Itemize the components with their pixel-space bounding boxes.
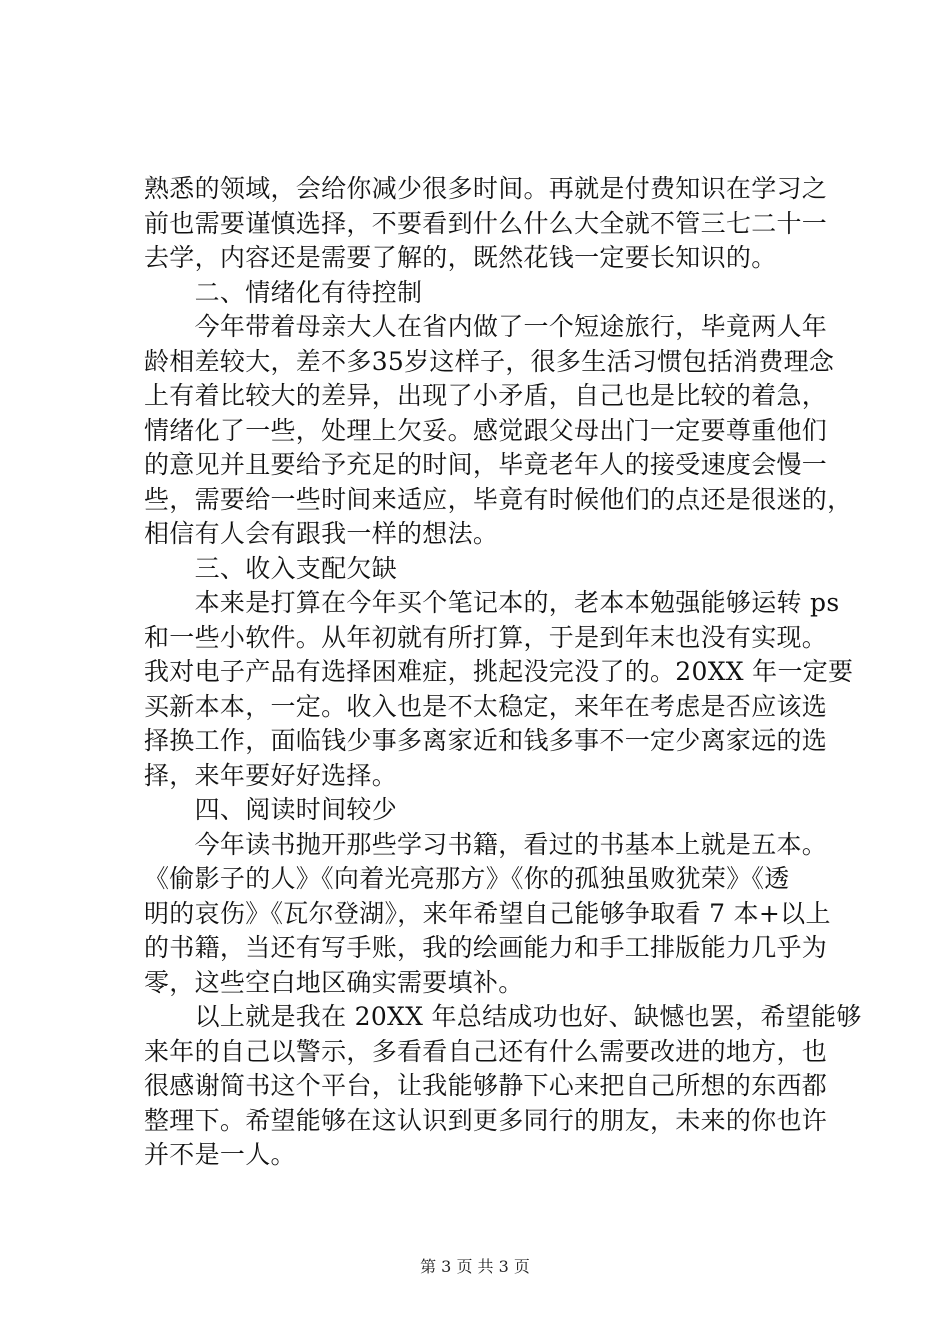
text-line: 择换工作，面临钱少事多离家近和钱多事不一定少离家远的选 bbox=[144, 726, 828, 755]
text-line: 买新本本，一定。收入也是不太稳定，来年在考虑是否应该选 bbox=[144, 691, 828, 721]
section-heading: 四、阅读时间较少 bbox=[144, 795, 398, 824]
text-line: 《偷影子的人》《向着光亮那方》《你的孤独虽败犹荣》《透 bbox=[144, 864, 790, 893]
text-line: 零，这些空白地区确实需要填补。 bbox=[144, 967, 524, 997]
text-line: 情绪化了一些，处理上欠妥。感觉跟父母出门一定要尊重他们 bbox=[144, 415, 828, 445]
section-heading: 三、收入支配欠缺 bbox=[144, 553, 398, 583]
text-line: 前也需要谨慎选择，不要看到什么什么大全就不管三七二十一 bbox=[144, 208, 828, 238]
text-line: 的意见并且要给予充足的时间，毕竟老年人的接受速度会慢一 bbox=[144, 450, 828, 479]
text-line: 以上就是我在 20XX 年总结成功也好、缺憾也罢，希望能够 bbox=[144, 1002, 862, 1031]
text-line: 本来是打算在今年买个笔记本的，老本本勉强能够运转 ps bbox=[144, 588, 840, 617]
text-line: 今年带着母亲大人在省内做了一个短途旅行，毕竟两人年 bbox=[144, 312, 828, 341]
text-line: 的书籍，当还有写手账，我的绘画能力和手工排版能力几乎为 bbox=[144, 933, 828, 962]
text-line: 我对电子产品有选择困难症，挑起没完没了的。20XX 年一定要 bbox=[144, 657, 854, 686]
text-line: 来年的自己以警示，多看看自己还有什么需要改进的地方，也 bbox=[144, 1036, 828, 1066]
text-line: 择，来年要好好选择。 bbox=[144, 760, 398, 790]
document-body bbox=[144, 172, 862, 1173]
text-line: 龄相差较大，差不多35岁这样子，很多生活习惯包括消费理念 bbox=[144, 346, 835, 376]
text-line: 熟悉的领域，会给你减少很多时间。再就是付费知识在学习之 bbox=[144, 174, 828, 203]
text-line: 整理下。希望能够在这认识到更多同行的朋友，未来的你也许 bbox=[144, 1105, 828, 1135]
text-line: 些，需要给一些时间来适应，毕竟有时候他们的点还是很迷的， bbox=[144, 484, 853, 514]
text-line: 和一些小软件。从年初就有所打算，于是到年末也没有实现。 bbox=[144, 622, 828, 652]
text-line: 上有着比较大的差异，出现了小矛盾，自己也是比较的着急， bbox=[144, 381, 828, 410]
page-number-footer: 第 3 页 共 3 页 bbox=[420, 1257, 530, 1276]
text-line: 相信有人会有跟我一样的想法。 bbox=[144, 519, 499, 548]
text-line: 去学，内容还是需要了解的，既然花钱一定要长知识的。 bbox=[144, 243, 777, 272]
text-line: 明的哀伤》《瓦尔登湖》，来年希望自己能够争取看 7 本+以上 bbox=[144, 898, 831, 928]
text-line: 并不是一人。 bbox=[144, 1140, 296, 1169]
text-line: 很感谢简书这个平台，让我能够静下心来把自己所想的东西都 bbox=[144, 1071, 828, 1100]
section-heading: 二、情绪化有待控制 bbox=[144, 277, 423, 307]
text-line: 今年读书抛开那些学习书籍，看过的书基本上就是五本。 bbox=[144, 829, 828, 859]
